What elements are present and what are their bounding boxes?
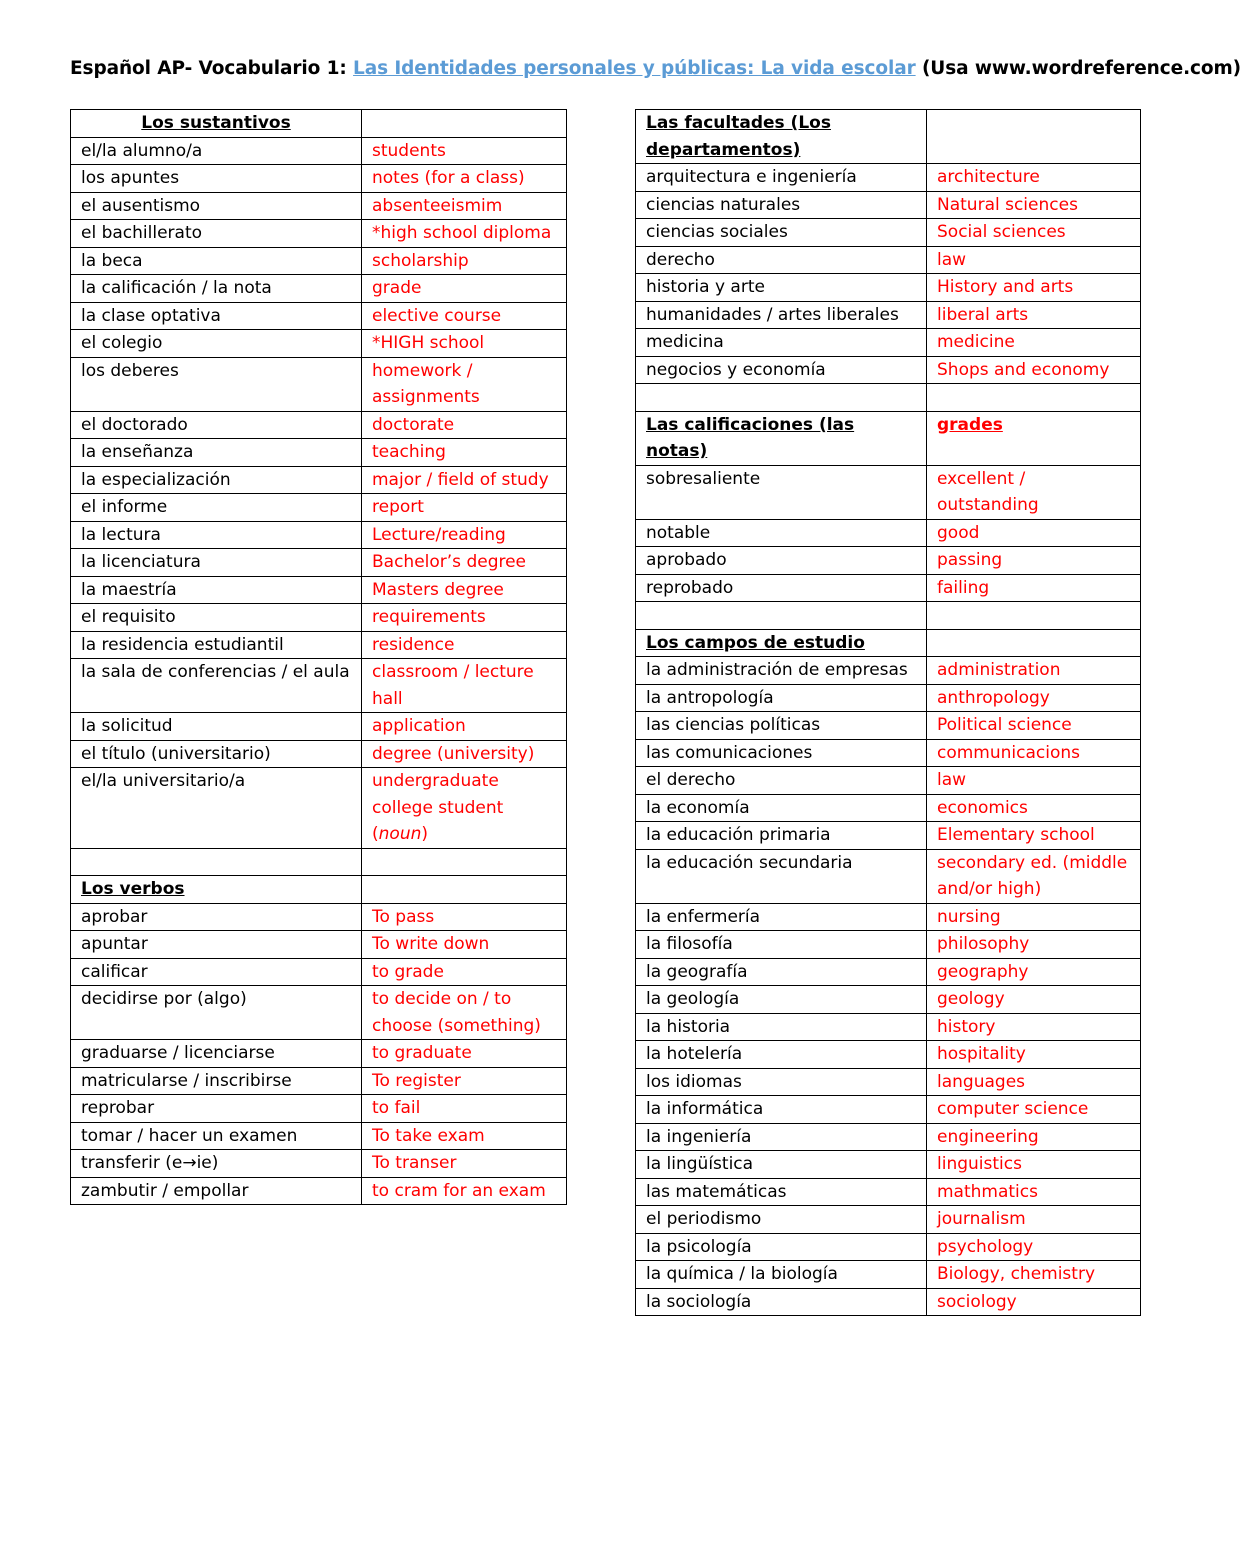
spanish-term: decidirse por (algo) xyxy=(71,986,362,1040)
spanish-term: la geología xyxy=(636,986,927,1014)
table-row xyxy=(71,192,567,220)
spanish-term: derecho xyxy=(636,246,927,274)
spanish-term: la administración de empresas xyxy=(636,657,927,685)
english-translation: geography xyxy=(927,958,1141,986)
empty-cell xyxy=(927,629,1141,657)
table-row xyxy=(71,247,567,275)
table-row xyxy=(71,494,567,522)
spanish-term: las comunicaciones xyxy=(636,739,927,767)
table-row xyxy=(636,822,1141,850)
spanish-term: la especialización xyxy=(71,466,362,494)
spanish-term: la sala de conferencias / el aula xyxy=(71,659,362,713)
table-row xyxy=(71,768,567,849)
spanish-term: la clase optativa xyxy=(71,302,362,330)
spanish-term: medicina xyxy=(636,329,927,357)
spanish-term: la lectura xyxy=(71,521,362,549)
empty-cell xyxy=(927,110,1141,164)
english-translation: to decide on / to choose (something) xyxy=(362,986,567,1040)
spanish-term: los apuntes xyxy=(71,165,362,193)
right-vocabulary-table xyxy=(635,109,1141,1316)
empty-cell xyxy=(362,876,567,904)
spanish-term: la enseñanza xyxy=(71,439,362,467)
table-row xyxy=(71,411,567,439)
spanish-term: el derecho xyxy=(636,767,927,795)
table-row xyxy=(636,1261,1141,1289)
spacer-row xyxy=(636,602,1141,630)
table-row xyxy=(636,1123,1141,1151)
left-vocabulary-table xyxy=(70,109,567,1205)
table-row xyxy=(636,1151,1141,1179)
table-row xyxy=(636,246,1141,274)
english-translation: Political science xyxy=(927,712,1141,740)
spanish-term: la química / la biología xyxy=(636,1261,927,1289)
english-translation: report xyxy=(362,494,567,522)
facultades-header: Las facultades (Los departamentos) xyxy=(636,110,927,164)
table-row xyxy=(71,1177,567,1205)
english-translation: homework / assignments xyxy=(362,357,567,411)
spanish-term: el informe xyxy=(71,494,362,522)
spanish-term: la educación secundaria xyxy=(636,849,927,903)
english-translation: degree (university) xyxy=(362,740,567,768)
spanish-term: ciencias sociales xyxy=(636,219,927,247)
english-translation: psychology xyxy=(927,1233,1141,1261)
table-row xyxy=(71,137,567,165)
calificaciones-header-translation: grades xyxy=(927,411,1141,465)
empty-cell xyxy=(636,602,927,630)
english-translation: requirements xyxy=(362,604,567,632)
spanish-term: negocios y economía xyxy=(636,356,927,384)
english-translation: To register xyxy=(362,1067,567,1095)
english-translation: teaching xyxy=(362,439,567,467)
spanish-term: calificar xyxy=(71,958,362,986)
table-row xyxy=(636,1013,1141,1041)
table-row xyxy=(71,165,567,193)
english-translation: history xyxy=(927,1013,1141,1041)
table-row xyxy=(636,767,1141,795)
table-row xyxy=(636,739,1141,767)
table-row xyxy=(71,357,567,411)
english-translation: failing xyxy=(927,574,1141,602)
spanish-term: la calificación / la nota xyxy=(71,275,362,303)
table-row xyxy=(636,574,1141,602)
spanish-term: aprobar xyxy=(71,903,362,931)
english-translation: architecture xyxy=(927,164,1141,192)
spanish-term: la psicología xyxy=(636,1233,927,1261)
spanish-term: matricularse / inscribirse xyxy=(71,1067,362,1095)
table-row xyxy=(71,986,567,1040)
table-row xyxy=(71,659,567,713)
table-row xyxy=(71,549,567,577)
spanish-term: la educación primaria xyxy=(636,822,927,850)
english-translation: doctorate xyxy=(362,411,567,439)
title-suffix: (Usa www.wordreference.com) xyxy=(915,58,1241,79)
spanish-term: el colegio xyxy=(71,330,362,358)
table-row xyxy=(636,903,1141,931)
english-translation: linguistics xyxy=(927,1151,1141,1179)
table-row xyxy=(636,657,1141,685)
english-translation: to cram for an exam xyxy=(362,1177,567,1205)
english-translation: residence xyxy=(362,631,567,659)
english-translation: to fail xyxy=(362,1095,567,1123)
english-translation: undergraduate college student (noun) xyxy=(362,768,567,849)
page-title xyxy=(70,58,1241,79)
calificaciones-header: Las calificaciones (las notas) xyxy=(636,411,927,465)
spacer-row xyxy=(71,848,567,876)
table-row xyxy=(71,1040,567,1068)
table-row xyxy=(636,547,1141,575)
spanish-term: reprobado xyxy=(636,574,927,602)
table-row xyxy=(636,1206,1141,1234)
english-translation: grade xyxy=(362,275,567,303)
spanish-term: el requisito xyxy=(71,604,362,632)
table-row xyxy=(636,1096,1141,1124)
empty-cell xyxy=(927,384,1141,412)
sustantivos-header: Los sustantivos xyxy=(71,110,362,138)
spanish-term: tomar / hacer un examen xyxy=(71,1122,362,1150)
english-translation: To take exam xyxy=(362,1122,567,1150)
translation-main: undergraduate college student xyxy=(372,771,504,818)
english-translation: mathmatics xyxy=(927,1178,1141,1206)
english-translation: notes (for a class) xyxy=(362,165,567,193)
spanish-term: las ciencias políticas xyxy=(636,712,927,740)
spanish-term: los idiomas xyxy=(636,1068,927,1096)
spanish-term: la maestría xyxy=(71,576,362,604)
table-row xyxy=(636,1068,1141,1096)
table-row xyxy=(636,712,1141,740)
table-row xyxy=(71,439,567,467)
spanish-term: la enfermería xyxy=(636,903,927,931)
english-translation: philosophy xyxy=(927,931,1141,959)
english-translation: journalism xyxy=(927,1206,1141,1234)
table-row xyxy=(71,466,567,494)
spanish-term: la solicitud xyxy=(71,713,362,741)
spanish-term: el ausentismo xyxy=(71,192,362,220)
english-translation: scholarship xyxy=(362,247,567,275)
english-translation: nursing xyxy=(927,903,1141,931)
spanish-term: la residencia estudiantil xyxy=(71,631,362,659)
english-translation: To write down xyxy=(362,931,567,959)
table-row xyxy=(636,1288,1141,1316)
spanish-term: los deberes xyxy=(71,357,362,411)
table-row xyxy=(636,274,1141,302)
spanish-term: el/la universitario/a xyxy=(71,768,362,849)
table-row xyxy=(71,604,567,632)
spanish-term: apuntar xyxy=(71,931,362,959)
title-prefix: Español AP- Vocabulario 1: xyxy=(70,58,354,79)
english-translation: major / field of study xyxy=(362,466,567,494)
table-row xyxy=(71,713,567,741)
spanish-term: la antropología xyxy=(636,684,927,712)
english-translation: To pass xyxy=(362,903,567,931)
spacer-row xyxy=(636,384,1141,412)
table-row xyxy=(636,684,1141,712)
english-translation: engineering xyxy=(927,1123,1141,1151)
table-row xyxy=(636,1178,1141,1206)
english-translation: To transer xyxy=(362,1150,567,1178)
spanish-term: las matemáticas xyxy=(636,1178,927,1206)
empty-cell xyxy=(362,848,567,876)
table-row xyxy=(71,958,567,986)
translation-note: noun xyxy=(378,824,422,844)
english-translation: Bachelor’s degree xyxy=(362,549,567,577)
table-row xyxy=(71,275,567,303)
english-translation: Biology, chemistry xyxy=(927,1261,1141,1289)
table-row xyxy=(71,330,567,358)
spanish-term: ciencias naturales xyxy=(636,191,927,219)
table-row xyxy=(636,958,1141,986)
table-row xyxy=(71,1122,567,1150)
spanish-term: la filosofía xyxy=(636,931,927,959)
english-translation: excellent / outstanding xyxy=(927,465,1141,519)
english-translation: Elementary school xyxy=(927,822,1141,850)
english-translation: geology xyxy=(927,986,1141,1014)
table-row xyxy=(71,931,567,959)
title-link[interactable]: Las Identidades personales y públicas: La vida escolar xyxy=(353,58,916,79)
table-row xyxy=(636,164,1141,192)
table-row xyxy=(71,521,567,549)
table-row xyxy=(71,1067,567,1095)
english-translation: absenteeismim xyxy=(362,192,567,220)
english-translation: elective course xyxy=(362,302,567,330)
table-row xyxy=(71,740,567,768)
spanish-term: el periodismo xyxy=(636,1206,927,1234)
table-row xyxy=(636,356,1141,384)
english-translation: passing xyxy=(927,547,1141,575)
table-row xyxy=(71,1150,567,1178)
table-row xyxy=(71,903,567,931)
empty-cell xyxy=(927,602,1141,630)
spanish-term: el doctorado xyxy=(71,411,362,439)
english-translation: law xyxy=(927,767,1141,795)
spanish-term: la geografía xyxy=(636,958,927,986)
table-row xyxy=(636,931,1141,959)
table-row xyxy=(636,329,1141,357)
spanish-term: humanidades / artes liberales xyxy=(636,301,927,329)
english-translation: communicacions xyxy=(927,739,1141,767)
empty-cell xyxy=(362,110,567,138)
english-translation: economics xyxy=(927,794,1141,822)
spanish-term: transferir (e→ie) xyxy=(71,1150,362,1178)
english-translation: sociology xyxy=(927,1288,1141,1316)
english-translation: anthropology xyxy=(927,684,1141,712)
english-translation: Shops and economy xyxy=(927,356,1141,384)
english-translation: application xyxy=(362,713,567,741)
spanish-term: sobresaliente xyxy=(636,465,927,519)
english-translation: administration xyxy=(927,657,1141,685)
english-translation: Natural sciences xyxy=(927,191,1141,219)
english-translation: Masters degree xyxy=(362,576,567,604)
english-translation: secondary ed. (middle and/or high) xyxy=(927,849,1141,903)
table-row xyxy=(71,220,567,248)
english-translation: *HIGH school xyxy=(362,330,567,358)
english-translation: to grade xyxy=(362,958,567,986)
english-translation: Social sciences xyxy=(927,219,1141,247)
campos-header: Los campos de estudio xyxy=(636,629,927,657)
english-translation: hospitality xyxy=(927,1041,1141,1069)
empty-cell xyxy=(636,384,927,412)
spanish-term: la licenciatura xyxy=(71,549,362,577)
spanish-term: la sociología xyxy=(636,1288,927,1316)
english-translation: good xyxy=(927,519,1141,547)
table-row xyxy=(71,302,567,330)
english-translation: History and arts xyxy=(927,274,1141,302)
table-row xyxy=(71,576,567,604)
english-translation: classroom / lecture hall xyxy=(362,659,567,713)
empty-cell xyxy=(71,848,362,876)
table-row xyxy=(636,794,1141,822)
spanish-term: el bachillerato xyxy=(71,220,362,248)
english-translation: languages xyxy=(927,1068,1141,1096)
spanish-term: arquitectura e ingeniería xyxy=(636,164,927,192)
spanish-term: la beca xyxy=(71,247,362,275)
spanish-term: la hotelería xyxy=(636,1041,927,1069)
english-translation: *high school diploma xyxy=(362,220,567,248)
spanish-term: la economía xyxy=(636,794,927,822)
table-row xyxy=(636,219,1141,247)
table-row xyxy=(636,191,1141,219)
verbos-header: Los verbos xyxy=(71,876,362,904)
table-row xyxy=(636,849,1141,903)
english-translation: computer science xyxy=(927,1096,1141,1124)
english-translation: Lecture/reading xyxy=(362,521,567,549)
spanish-term: aprobado xyxy=(636,547,927,575)
table-row xyxy=(636,986,1141,1014)
spanish-term: notable xyxy=(636,519,927,547)
table-row xyxy=(71,1095,567,1123)
spanish-term: la ingeniería xyxy=(636,1123,927,1151)
english-translation: to graduate xyxy=(362,1040,567,1068)
spanish-term: graduarse / licenciarse xyxy=(71,1040,362,1068)
english-translation: students xyxy=(362,137,567,165)
table-row xyxy=(636,1233,1141,1261)
table-row xyxy=(636,519,1141,547)
spanish-term: la historia xyxy=(636,1013,927,1041)
table-row xyxy=(636,1041,1141,1069)
spanish-term: historia y arte xyxy=(636,274,927,302)
english-translation: law xyxy=(927,246,1141,274)
table-row xyxy=(636,301,1141,329)
spanish-term: la lingüística xyxy=(636,1151,927,1179)
spanish-term: la informática xyxy=(636,1096,927,1124)
spanish-term: el/la alumno/a xyxy=(71,137,362,165)
english-translation: liberal arts xyxy=(927,301,1141,329)
spanish-term: zambutir / empollar xyxy=(71,1177,362,1205)
spanish-term: reprobar xyxy=(71,1095,362,1123)
table-row xyxy=(71,631,567,659)
english-translation: medicine xyxy=(927,329,1141,357)
spanish-term: el título (universitario) xyxy=(71,740,362,768)
table-row xyxy=(636,465,1141,519)
